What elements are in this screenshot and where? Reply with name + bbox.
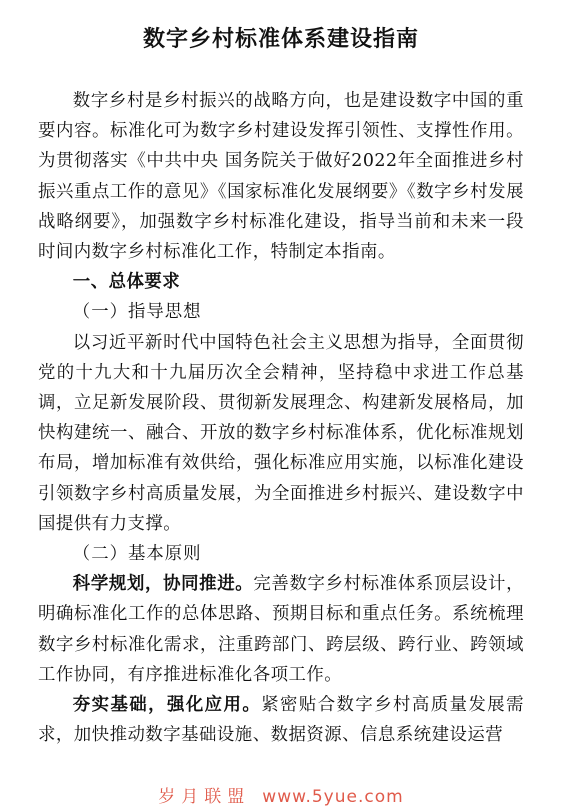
document-body [38, 86, 524, 750]
principle-lead-1: 科学规划，协同推进。 [72, 574, 254, 595]
principle-paragraph-1 [38, 569, 524, 690]
subsection-heading-guiding-ideology: （一）指导思想 [72, 302, 202, 323]
principle-paragraph-2 [38, 690, 524, 750]
principle-lead-2: 夯实基础，强化应用。 [72, 695, 262, 716]
watermark [0, 782, 562, 807]
section-heading: 一、总体要求 [72, 272, 181, 293]
document-title: 数字乡村标准体系建设指南 [142, 27, 419, 52]
watermark-name: 岁月联盟 [158, 787, 251, 807]
watermark-url: www.5yue.com [262, 787, 404, 807]
intro-paragraph: 数字乡村是乡村振兴的战略方向，也是建设数字中国的重要内容。标准化可为数字乡村建设发挥引领性、支撑性作用。为贯彻落实《中共中央 国务院关于做好2022年全面推进乡村振兴重点工作的意见》《国家标准化发展纲要》《数字乡村发展战略纲要》，加强数字乡村标准化建设，指导当前和未来一段时间内数字乡村标准化工作，特制定本指南。 [38, 91, 524, 263]
principle-text-2: 紧密贴合数字乡村高质量发展需求，加快推动数字基础设施、数据资源、信息系统建设运营 [38, 695, 524, 746]
principle-text-1: 完善数字乡村标准体系顶层设计，明确标准化工作的总体思路、预期目标和重点任务。系统梳理数字乡村标准化需求，注重跨部门、跨层级、跨行业、跨领域工作协同，有序推进标准化各项工作。 [38, 574, 524, 685]
subsection-heading-basic-principles: （二）基本原则 [72, 544, 202, 565]
guiding-ideology-paragraph: 以习近平新时代中国特色社会主义思想为指导，全面贯彻党的十九大和十九届历次全会精神，坚持稳中求进工作总基调，立足新发展阶段、贯彻新发展理念、构建新发展格局，加快构建统一、融合、开放的数字乡村标准体系，优化标准规划布局，增加标准有效供给，强化标准应用实施，以标准化建设引领数字乡村高质量发展，为全面推进乡村振兴、建设数字中国提供有力支撑。 [38, 332, 524, 534]
